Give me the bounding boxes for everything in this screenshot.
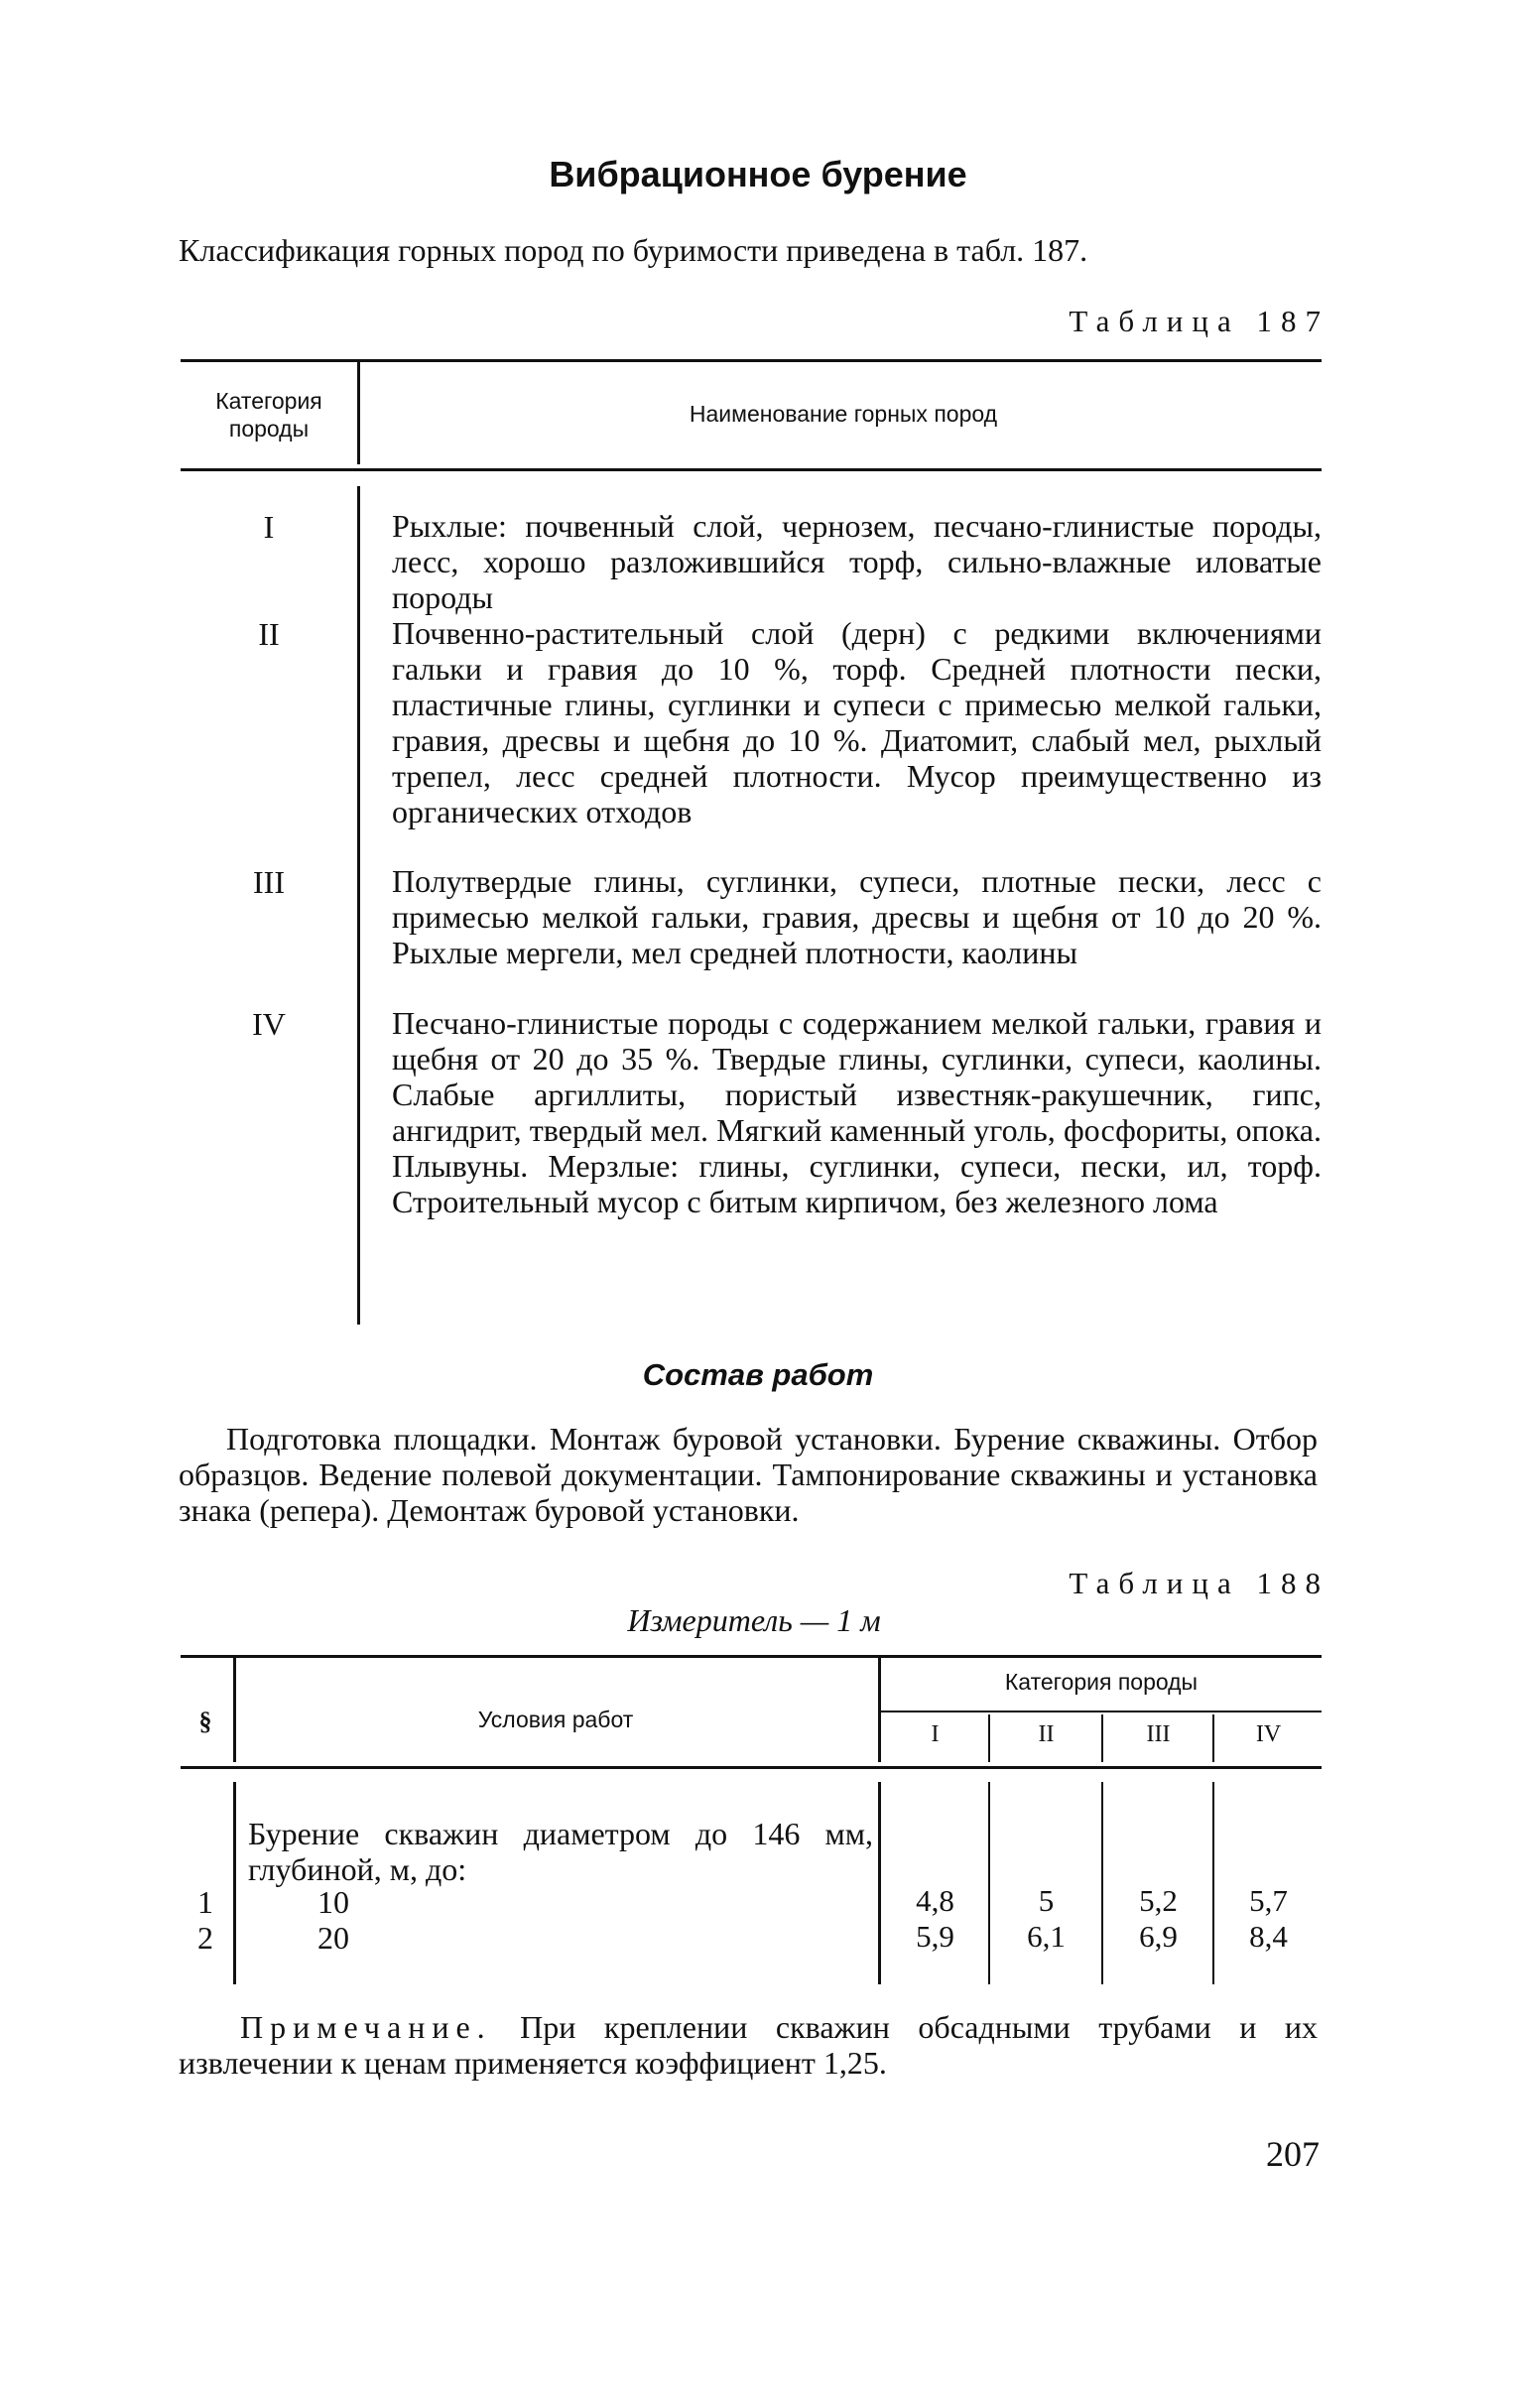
- category-cell: IV: [252, 1006, 286, 1042]
- table-column-divider: [1101, 1782, 1103, 1984]
- depth-cell: 10: [317, 1884, 349, 1920]
- table-column-divider: [1212, 1714, 1214, 1762]
- rate-value-cell: 5,9: [916, 1919, 954, 1954]
- unit-of-measure: Измеритель — 1 м: [627, 1602, 881, 1638]
- table-column-divider: [1101, 1714, 1103, 1762]
- table-column-divider: [233, 1782, 236, 1984]
- row-number-cell: 2: [197, 1920, 213, 1956]
- table-column-divider: [357, 486, 360, 1325]
- table-column-divider: [988, 1714, 990, 1762]
- note-text: При креплении скважин обсадными трубами и их извлечении к ценам применяется коэффициент 1,25.: [179, 2009, 1319, 2081]
- column-header-rock-name: Наименование горных пород: [689, 401, 998, 427]
- category-cell: II: [258, 616, 280, 652]
- intro-paragraph: Классификация горных пород по буримости приведена в табл. 187.: [179, 232, 1088, 268]
- works-paragraph: Подготовка площадки. Монтаж буровой установки. Бурение скважины. Отбор образцов. Ведение полевой документации. Тампонирование скважины и установка знака (репера). Демонтаж буровой установки.: [179, 1421, 1318, 1528]
- category-header-cell: I: [931, 1721, 940, 1747]
- category-header-cell: II: [1038, 1721, 1055, 1747]
- rock-description-cell: Песчано-глинистые породы с содержанием мелкой гальки, гравия и щебня от 20 до 35 %. Твердые глины, суглинки, супеси, каолины. Слабые аргиллиты, пористый известняк-ракушечник, гипс, ангидрит, твердый мел. Мягкий каменный уголь, фосфориты, опока. Плывуны. Мерзлые: глины, суглинки, супеси, пески, ил, торф. Строительный мусор с битым кирпичом, без железного лома: [392, 1005, 1322, 1219]
- note-paragraph: [179, 2009, 1318, 2081]
- page-number: 207: [1266, 2134, 1320, 2174]
- rate-value-cell: 5: [1038, 1883, 1055, 1918]
- category-cell: I: [263, 509, 275, 545]
- rock-description-cell: Полутвердые глины, суглинки, супеси, плотные пески, лесс с примесью мелкой гальки, гравия, дресвы и щебня от 10 до 20 %. Рыхлые мергели, мел средней плотности, каолины: [392, 863, 1322, 970]
- table-column-divider: [988, 1782, 990, 1984]
- table-column-divider: [878, 1782, 881, 1984]
- category-cell: III: [253, 864, 285, 900]
- page-title: Вибрационное бурение: [549, 154, 967, 194]
- table-rule: [181, 359, 1322, 362]
- rate-value-cell: 6,9: [1139, 1919, 1178, 1954]
- rate-value-cell: 4,8: [916, 1883, 954, 1918]
- table-187-caption: Таблица 187: [1069, 304, 1329, 338]
- section-title: Состав работ: [642, 1357, 874, 1392]
- table-column-divider: [233, 1657, 236, 1762]
- column-header-conditions: Условия работ: [477, 1707, 634, 1732]
- column-header-paragraph: §: [198, 1707, 212, 1735]
- rock-description-cell: Почвенно-растительный слой (дерн) с редкими включениями гальки и гравия до 10 %, торф. Средней плотности пески, пластичные глины, суглинки и супеси с примесью мелкой гальки, гравия, дресвы и щебня до 10 %. Диатомит, слабый мел, рыхлый трепел, лесс средней плотности. Мусор преимущественно из органических отходов: [392, 615, 1322, 829]
- rate-value-cell: 5,7: [1249, 1883, 1288, 1918]
- category-header-cell: III: [1146, 1721, 1171, 1747]
- column-header-category: Категория породы: [215, 388, 322, 442]
- table-rule: [181, 1766, 1322, 1769]
- rate-value-cell: 8,4: [1249, 1919, 1288, 1954]
- row-number-cell: 1: [197, 1884, 213, 1920]
- column-header-category: Категория породы: [1004, 1669, 1199, 1695]
- table-column-divider: [1212, 1782, 1214, 1984]
- table-rule: [881, 1711, 1322, 1712]
- table-column-divider: [878, 1657, 881, 1762]
- rate-value-cell: 6,1: [1027, 1919, 1066, 1954]
- rate-value-cell: 5,2: [1139, 1883, 1178, 1918]
- table-rule: [181, 468, 1322, 471]
- table-rule: [181, 1655, 1322, 1658]
- table-column-divider: [357, 361, 360, 464]
- depth-cell: 20: [317, 1920, 349, 1956]
- category-header-cell: IV: [1255, 1721, 1282, 1747]
- note-label: Примечание.: [240, 2009, 492, 2045]
- work-description-cell: Бурение скважин диаметром до 146 мм, глубиной, м, до:: [248, 1816, 873, 1887]
- table-188-caption: Таблица 188: [1069, 1566, 1329, 1600]
- rock-description-cell: Рыхлые: почвенный слой, чернозем, песчано-глинистые породы, лесс, хорошо разложившийся торф, сильно-влажные иловатые породы: [392, 508, 1322, 615]
